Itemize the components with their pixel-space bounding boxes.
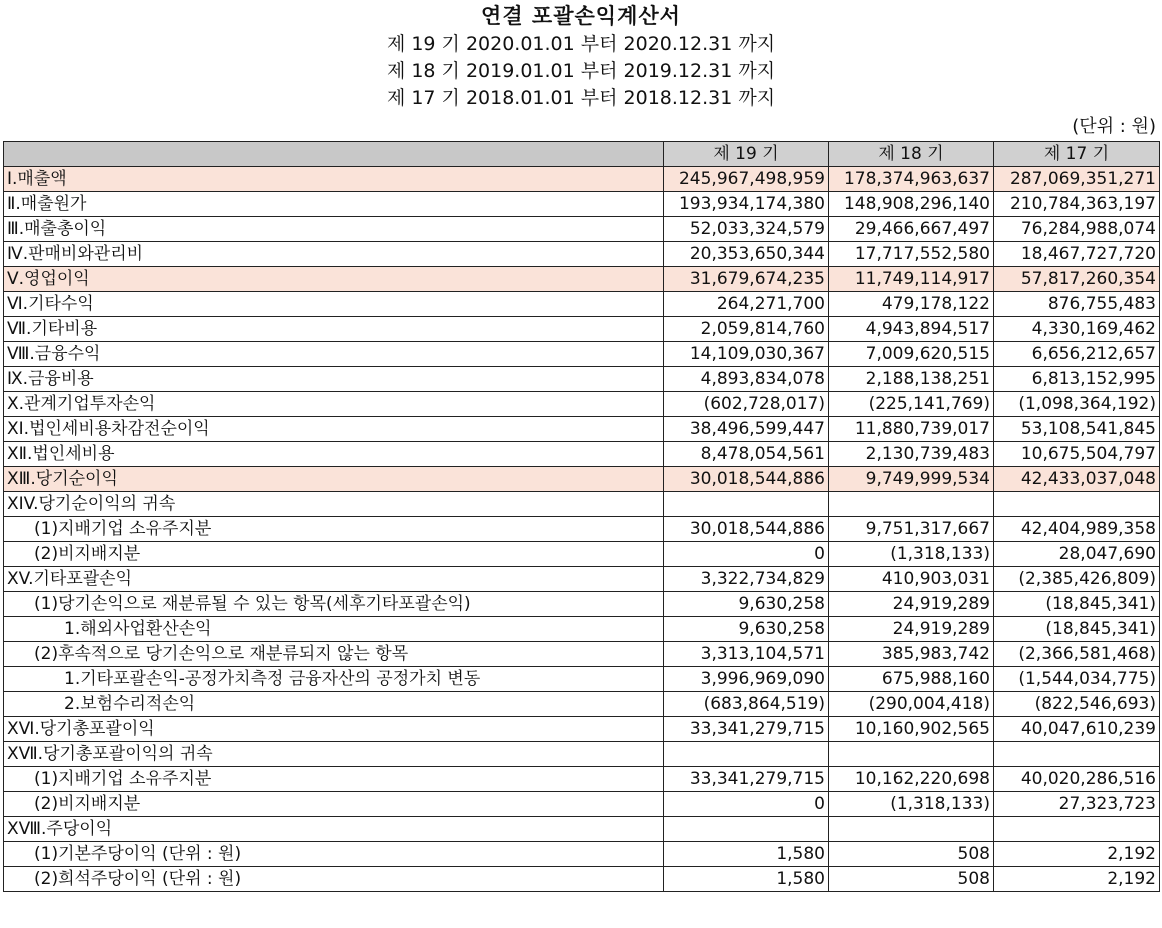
table-row <box>4 617 1160 642</box>
value-period-18: 675,988,160 <box>829 667 994 692</box>
table-row <box>4 492 1160 517</box>
row-label: Ⅱ.매출원가 <box>4 192 664 217</box>
value-period-18: 10,160,902,565 <box>829 717 994 742</box>
table-row <box>4 717 1160 742</box>
row-label: XⅡ.법인세비용 <box>4 442 664 467</box>
value-period-19: 3,322,734,829 <box>664 567 829 592</box>
row-label: (1)기본주당이익 (단위 : 원) <box>4 842 664 867</box>
value-period-18: 10,162,220,698 <box>829 767 994 792</box>
row-label: XⅦ.당기총포괄이익의 귀속 <box>4 742 664 767</box>
value-period-19: 33,341,279,715 <box>664 767 829 792</box>
value-period-17: 27,323,723 <box>994 792 1160 817</box>
row-label: XⅥ.당기총포괄이익 <box>4 717 664 742</box>
table-row <box>4 692 1160 717</box>
period-line-18: 제 18 기 2019.01.01 부터 2019.12.31 까지 <box>386 60 776 82</box>
table-row <box>4 417 1160 442</box>
value-period-19: 9,630,258 <box>664 617 829 642</box>
value-period-17: 40,020,286,516 <box>994 767 1160 792</box>
value-period-17: 40,047,610,239 <box>994 717 1160 742</box>
value-period-18: 2,188,138,251 <box>829 367 994 392</box>
value-period-18 <box>829 742 994 767</box>
value-period-17: 42,404,989,358 <box>994 517 1160 542</box>
value-period-19: 264,271,700 <box>664 292 829 317</box>
row-label: Ⅷ.금융수익 <box>4 342 664 367</box>
value-period-17: 76,284,988,074 <box>994 217 1160 242</box>
value-period-18: 410,903,031 <box>829 567 994 592</box>
value-period-19: (683,864,519) <box>664 692 829 717</box>
column-header-period-17: 제 17 기 <box>994 142 1160 167</box>
value-period-19: 3,313,104,571 <box>664 642 829 667</box>
value-period-18: 508 <box>829 867 994 892</box>
row-label: (2)희석주당이익 (단위 : 원) <box>4 867 664 892</box>
value-period-19: 38,496,599,447 <box>664 417 829 442</box>
value-period-17: 18,467,727,720 <box>994 242 1160 267</box>
period-line-19: 제 19 기 2020.01.01 부터 2020.12.31 까지 <box>386 33 776 55</box>
row-label: Ⅸ.금융비용 <box>4 367 664 392</box>
value-period-19: 193,934,174,380 <box>664 192 829 217</box>
table-row <box>4 767 1160 792</box>
table-row <box>4 242 1160 267</box>
row-label: (2)비지배지분 <box>4 542 664 567</box>
value-period-18: 17,717,552,580 <box>829 242 994 267</box>
row-label: XIV.당기순이익의 귀속 <box>4 492 664 517</box>
table-row <box>4 742 1160 767</box>
value-period-18: 508 <box>829 842 994 867</box>
column-header-period-18: 제 18 기 <box>829 142 994 167</box>
value-period-17: (822,546,693) <box>994 692 1160 717</box>
value-period-19: 31,679,674,235 <box>664 267 829 292</box>
value-period-19 <box>664 492 829 517</box>
table-body <box>4 167 1160 892</box>
value-period-18: 2,130,739,483 <box>829 442 994 467</box>
value-period-19: 20,353,650,344 <box>664 242 829 267</box>
row-label: (1)지배기업 소유주지분 <box>4 517 664 542</box>
statement-title: 연결 포괄손익계산서 <box>481 4 681 28</box>
row-label: (1)지배기업 소유주지분 <box>4 767 664 792</box>
table-row <box>4 267 1160 292</box>
table-row <box>4 867 1160 892</box>
value-period-17: (2,366,581,468) <box>994 642 1160 667</box>
value-period-18: 11,880,739,017 <box>829 417 994 442</box>
column-header-period-19: 제 19 기 <box>664 142 829 167</box>
table-row <box>4 342 1160 367</box>
value-period-17: (18,845,341) <box>994 617 1160 642</box>
value-period-18: (225,141,769) <box>829 392 994 417</box>
table-row <box>4 542 1160 567</box>
value-period-18: 29,466,667,497 <box>829 217 994 242</box>
value-period-19: 0 <box>664 792 829 817</box>
income-statement-table <box>3 141 1160 892</box>
table-row <box>4 367 1160 392</box>
value-period-19: 8,478,054,561 <box>664 442 829 467</box>
value-period-17: 210,784,363,197 <box>994 192 1160 217</box>
value-period-17 <box>994 817 1160 842</box>
value-period-18: (1,318,133) <box>829 542 994 567</box>
table-header-row <box>4 142 1160 167</box>
table-row <box>4 167 1160 192</box>
value-period-19: 4,893,834,078 <box>664 367 829 392</box>
value-period-19: 9,630,258 <box>664 592 829 617</box>
value-period-17: 57,817,260,354 <box>994 267 1160 292</box>
row-label: XⅢ.당기순이익 <box>4 467 664 492</box>
table-row <box>4 467 1160 492</box>
table-row <box>4 442 1160 467</box>
value-period-17 <box>994 492 1160 517</box>
value-period-19: 245,967,498,959 <box>664 167 829 192</box>
value-period-17 <box>994 742 1160 767</box>
value-period-17: 42,433,037,048 <box>994 467 1160 492</box>
value-period-18: 385,983,742 <box>829 642 994 667</box>
value-period-19: 30,018,544,886 <box>664 467 829 492</box>
row-label: Ⅲ.매출총이익 <box>4 217 664 242</box>
column-header-item <box>4 142 664 167</box>
value-period-17: 2,192 <box>994 867 1160 892</box>
table-row <box>4 792 1160 817</box>
table-row <box>4 317 1160 342</box>
value-period-18: 24,919,289 <box>829 617 994 642</box>
table-row <box>4 392 1160 417</box>
value-period-18: 7,009,620,515 <box>829 342 994 367</box>
value-period-19: 33,341,279,715 <box>664 717 829 742</box>
value-period-17: 53,108,541,845 <box>994 417 1160 442</box>
table-row <box>4 217 1160 242</box>
value-period-17: 28,047,690 <box>994 542 1160 567</box>
value-period-19: 30,018,544,886 <box>664 517 829 542</box>
table-row <box>4 667 1160 692</box>
row-label: Ⅰ.매출액 <box>4 167 664 192</box>
row-label: XⅧ.주당이익 <box>4 817 664 842</box>
table-row <box>4 642 1160 667</box>
value-period-19: 1,580 <box>664 842 829 867</box>
row-label: Ⅴ.영업이익 <box>4 267 664 292</box>
value-period-19 <box>664 742 829 767</box>
value-period-17: (1,544,034,775) <box>994 667 1160 692</box>
value-period-17: (2,385,426,809) <box>994 567 1160 592</box>
row-label: (1)당기손익으로 재분류될 수 있는 항목(세후기타포괄손익) <box>4 592 664 617</box>
value-period-17: 4,330,169,462 <box>994 317 1160 342</box>
row-label: (2)비지배지분 <box>4 792 664 817</box>
value-period-17: 6,656,212,657 <box>994 342 1160 367</box>
row-label: Ⅵ.기타수익 <box>4 292 664 317</box>
value-period-19 <box>664 817 829 842</box>
value-period-17: (18,845,341) <box>994 592 1160 617</box>
value-period-18: 479,178,122 <box>829 292 994 317</box>
row-label: Ⅶ.기타비용 <box>4 317 664 342</box>
table-row <box>4 192 1160 217</box>
value-period-18: (290,004,418) <box>829 692 994 717</box>
value-period-18 <box>829 817 994 842</box>
value-period-18: 4,943,894,517 <box>829 317 994 342</box>
table-row <box>4 517 1160 542</box>
value-period-18 <box>829 492 994 517</box>
value-period-17: 876,755,483 <box>994 292 1160 317</box>
value-period-18: 24,919,289 <box>829 592 994 617</box>
table-row <box>4 592 1160 617</box>
value-period-17: 287,069,351,271 <box>994 167 1160 192</box>
row-label: Ⅳ.판매비와관리비 <box>4 242 664 267</box>
table-row <box>4 292 1160 317</box>
value-period-19: 14,109,030,367 <box>664 342 829 367</box>
table-row <box>4 842 1160 867</box>
value-period-19: 0 <box>664 542 829 567</box>
value-period-19: 3,996,969,090 <box>664 667 829 692</box>
row-label: 1.해외사업환산손익 <box>4 617 664 642</box>
row-label: XI.법인세비용차감전순이익 <box>4 417 664 442</box>
value-period-19: 1,580 <box>664 867 829 892</box>
row-label: 1.기타포괄손익-공정가치측정 금융자산의 공정가치 변동 <box>4 667 664 692</box>
value-period-18: 178,374,963,637 <box>829 167 994 192</box>
unit-label: (단위 : 원) <box>1072 116 1156 137</box>
row-label: XV.기타포괄손익 <box>4 567 664 592</box>
table-row <box>4 567 1160 592</box>
value-period-17: (1,098,364,192) <box>994 392 1160 417</box>
value-period-18: 9,751,317,667 <box>829 517 994 542</box>
row-label: 2.보험수리적손익 <box>4 692 664 717</box>
row-label: Ⅹ.관계기업투자손익 <box>4 392 664 417</box>
value-period-18: 148,908,296,140 <box>829 192 994 217</box>
value-period-18: 9,749,999,534 <box>829 467 994 492</box>
period-line-17: 제 17 기 2018.01.01 부터 2018.12.31 까지 <box>386 87 776 109</box>
value-period-19: (602,728,017) <box>664 392 829 417</box>
value-period-17: 6,813,152,995 <box>994 367 1160 392</box>
table-row <box>4 817 1160 842</box>
value-period-19: 52,033,324,579 <box>664 217 829 242</box>
value-period-19: 2,059,814,760 <box>664 317 829 342</box>
value-period-17: 2,192 <box>994 842 1160 867</box>
value-period-18: (1,318,133) <box>829 792 994 817</box>
value-period-18: 11,749,114,917 <box>829 267 994 292</box>
value-period-17: 10,675,504,797 <box>994 442 1160 467</box>
row-label: (2)후속적으로 당기손익으로 재분류되지 않는 항목 <box>4 642 664 667</box>
